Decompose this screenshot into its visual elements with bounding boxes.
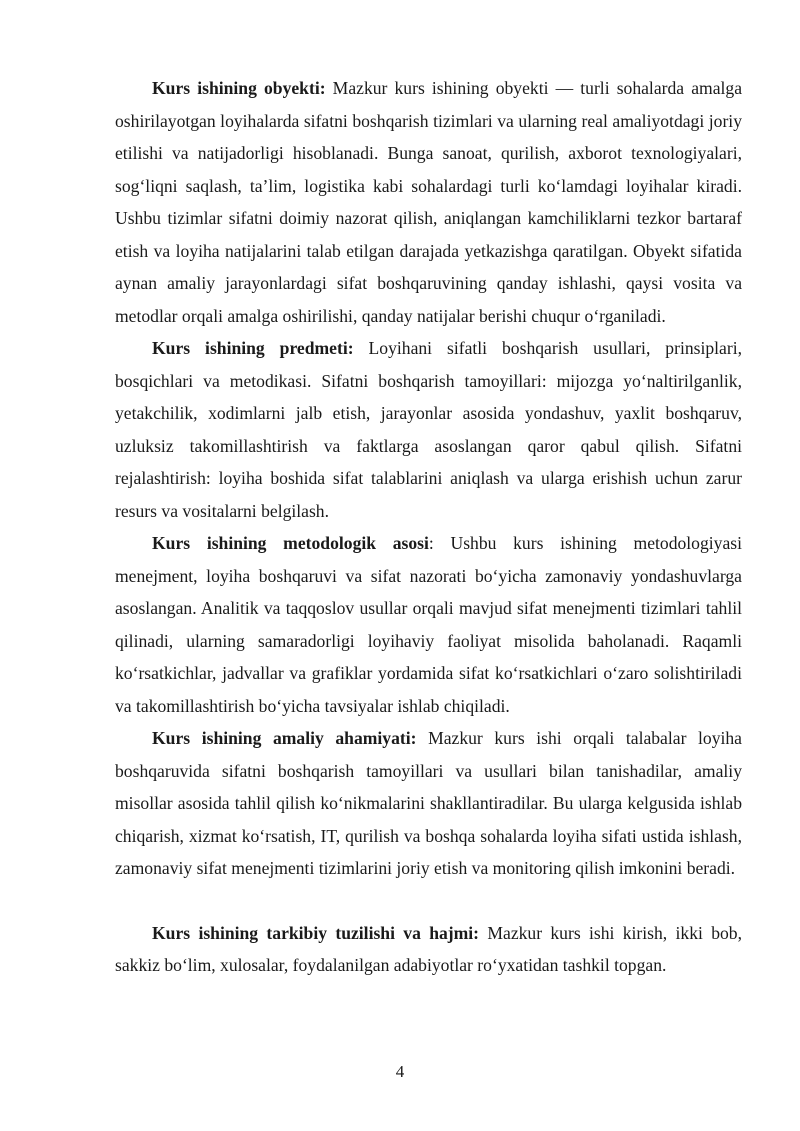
page-number: 4: [395, 1062, 405, 1081]
paragraph-body: Mazkur kurs ishining obyekti — turli sohalarda amalga oshirilayotgan loyihalarda sifatni boshqarish tizimlari va ularning real amaliyotdagi joriy etilishi va natijadorligi hisoblanadi. Bunga sanoat, qurilish, axborot texnologiyalari, sog‘liqni saqlash, ta’lim, logistika kabi sohalardagi turli ko‘lamdagi loyihalar kiradi. Ushbu tizimlar sifatni doimiy nazorat qilish, aniqlangan kamchiliklarni tezkor bartaraf etish va loyiha natijalarini talab etilgan darajada yetkazishga qaratilgan. Obyekt sifatida aynan amaliy jarayonlardagi sifat boshqaruvining qanday ishlashi, qaysi vosita va metodlar orqali amalga oshirilishi, qanday natijalar berishi chuqur o‘rganiladi.: [115, 78, 742, 326]
paragraph-body: : Ushbu kurs ishining metodologiyasi menejment, loyiha boshqaruvi va sifat nazorati bo‘yicha zamonaviy yondashuvlarga asoslangan. Analitik va taqqoslov usullar orqali mavjud sifat menejmenti tizimlari tahlil qilinadi, ularning samaradorligi loyihaviy faoliyat misolida baholanadi. Raqamli ko‘rsatkichlar, jadvallar va grafiklar yordamida sifat ko‘rsatkichlari o‘zaro solishtiriladi va takomillashtirish bo‘yicha tavsiyalar ishlab chiqiladi.: [115, 533, 742, 716]
paragraph-predmet: [115, 332, 742, 527]
paragraph-body: Mazkur kurs ishi kirish, ikki bob, sakkiz bo‘lim, xulosalar, foydalanilgan adabiyotlar ro‘yxatidan tashkil topgan.: [115, 922, 742, 975]
paragraph-metodologik-asos: [115, 527, 742, 722]
paragraph-heading: Kurs ishining tarkibiy tuzilishi va hajmi:: [152, 922, 480, 943]
paragraph-heading: Kurs ishining amaliy ahamiyati:: [152, 728, 417, 748]
paragraph-tarkibiy-tuzilish: [115, 917, 742, 982]
paragraph-heading: Kurs ishining metodologik asosi: [152, 533, 429, 553]
paragraph-spacer: [115, 885, 742, 917]
paragraph-heading: Kurs ishining predmeti:: [152, 338, 354, 358]
paragraph-body: Loyihani sifatli boshqarish usullari, prinsiplari, bosqichlari va metodikasi. Sifatni boshqarish tamoyillari: mijozga yo‘naltirilganlik, yetakchilik, xodimlarni jalb etish, jarayonlar asosida yondashuv, yaxlit boshqaruv, uzluksiz takomillashtirish va faktlarga asoslangan qaror qabul qilish. Sifatni rejalashtirish: loyiha boshida sifat talablarini aniqlash va ularga erishish uchun zarur resurs va vositalarni belgilash.: [115, 338, 742, 521]
paragraph-obyekt: [115, 72, 742, 332]
paragraph-body: Mazkur kurs ishi orqali talabalar loyiha boshqaruvida sifatni boshqarish tamoyillari va usullari bilan tanishadilar, amaliy misollar asosida tahlil qilish ko‘nikmalarini shakllantiradilar. Bu ularga kelgusida ishlab chiqarish, xizmat ko‘rsatish, IT, qurilish va boshqa sohalarda loyiha sifati ustida ishlash, zamonaviy sifat menejmenti tizimlarini joriy etish va monitoring qilish imkonini beradi.: [115, 728, 742, 878]
paragraph-heading: Kurs ishining obyekti:: [152, 78, 326, 98]
page-content: [115, 72, 742, 982]
paragraph-amaliy-ahamiyat: [115, 722, 742, 885]
